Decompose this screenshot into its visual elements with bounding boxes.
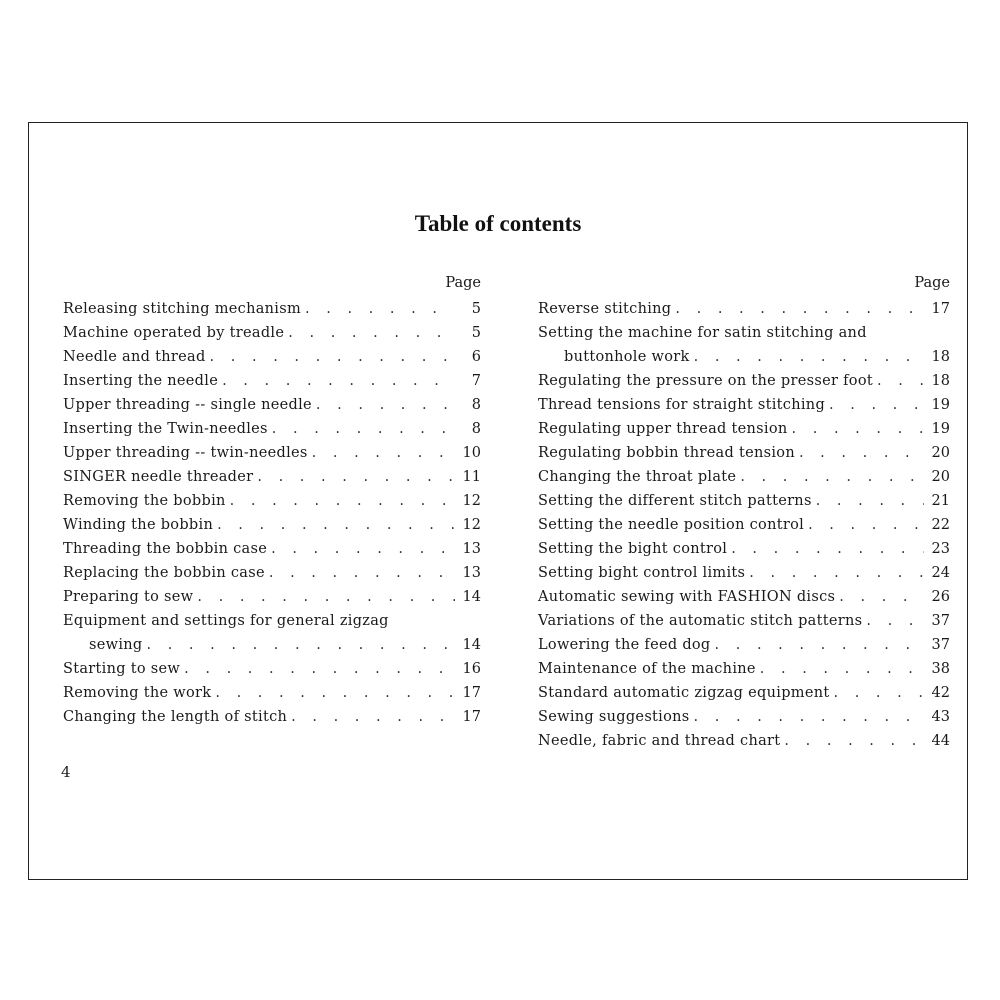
toc-entry	[63, 465, 481, 489]
toc-entry	[63, 513, 481, 537]
toc-entry-label: Setting the different stitch patterns	[538, 493, 812, 509]
toc-entry	[538, 633, 950, 657]
toc-entry	[538, 465, 950, 489]
page-column-header: Page	[914, 275, 950, 291]
toc-entry	[538, 729, 950, 753]
toc-entry	[538, 609, 950, 633]
toc-entry-page: 20	[931, 469, 950, 485]
toc-entry-label: Upper threading -- twin-needles	[63, 445, 308, 461]
toc-entry	[63, 441, 481, 465]
dot-leader	[862, 609, 924, 633]
toc-entry-label: Replacing the bobbin case	[63, 565, 265, 581]
toc-entry-page: 19	[931, 421, 950, 437]
toc-entry	[63, 417, 481, 441]
dot-leader	[143, 633, 456, 657]
toc-entry-page: 17	[462, 685, 481, 701]
toc-entry	[538, 369, 950, 393]
toc-entry-page: 44	[931, 733, 950, 749]
dot-leader	[265, 561, 455, 585]
toc-entry-label: Removing the bobbin	[63, 493, 226, 509]
toc-entry	[538, 489, 950, 513]
toc-entry-label: Winding the bobbin	[63, 517, 214, 533]
dot-leader	[745, 561, 924, 585]
toc-entry	[538, 393, 950, 417]
toc-entry	[538, 345, 950, 369]
dot-leader	[690, 705, 924, 729]
toc-entry	[538, 705, 950, 729]
toc-entry-page: 26	[931, 589, 950, 605]
toc-entry-label: Changing the length of stitch	[63, 709, 288, 725]
toc-entry	[63, 705, 481, 729]
toc-entry	[63, 321, 481, 345]
toc-entry	[63, 609, 481, 633]
toc-entry	[63, 657, 481, 681]
toc-entry-page: 42	[931, 685, 950, 701]
toc-entry-label: Changing the throat plate	[538, 469, 737, 485]
toc-entry-label: Setting the bight control	[538, 541, 728, 557]
toc-entry-label: Lowering the feed dog	[538, 637, 711, 653]
dot-leader	[727, 537, 924, 561]
toc-entry	[63, 297, 481, 321]
dot-leader	[218, 369, 455, 393]
dot-leader	[284, 321, 455, 345]
toc-entry-page: 21	[931, 493, 950, 509]
dot-leader	[180, 657, 455, 681]
toc-entry-label: buttonhole work	[564, 349, 690, 365]
dot-leader	[211, 681, 455, 705]
toc-entry-label: Setting the needle position control	[538, 517, 805, 533]
page-number: 4	[61, 763, 71, 781]
toc-entry-label: Sewing suggestions	[538, 709, 690, 725]
dot-leader	[788, 417, 924, 441]
dot-leader	[268, 417, 455, 441]
toc-entry	[63, 489, 481, 513]
toc-entry-page: 10	[462, 445, 481, 461]
toc-entry	[63, 585, 481, 609]
toc-entry-label: Inserting the Twin-needles	[63, 421, 268, 437]
toc-entry-page: 6	[471, 349, 481, 365]
dot-leader	[253, 465, 455, 489]
toc-entry-label: Regulating bobbin thread tension	[538, 445, 795, 461]
dot-leader	[213, 513, 455, 537]
toc-entry-label: Thread tensions for straight stitching	[538, 397, 826, 413]
toc-entry-page: 12	[462, 517, 481, 533]
dot-leader	[835, 585, 924, 609]
dot-leader	[812, 489, 924, 513]
toc-entry-label: sewing	[89, 637, 143, 653]
toc-entry-page: 11	[462, 469, 481, 485]
toc-entry	[63, 681, 481, 705]
toc-entry-page: 20	[931, 445, 950, 461]
toc-entry-label: Inserting the needle	[63, 373, 219, 389]
toc-entry-page: 19	[931, 397, 950, 413]
toc-entry-label: Setting bight control limits	[538, 565, 746, 581]
toc-entry-label: Maintenance of the machine	[538, 661, 756, 677]
toc-entry-page: 5	[471, 301, 481, 317]
dot-leader	[267, 537, 455, 561]
toc-entry-label: Releasing stitching mechanism	[63, 301, 302, 317]
dot-leader	[308, 441, 455, 465]
toc-entry	[538, 585, 950, 609]
toc-entry-page: 7	[471, 373, 481, 389]
toc-entry-page: 12	[462, 493, 481, 509]
toc-entry-page: 23	[931, 541, 950, 557]
toc-entry	[63, 369, 481, 393]
toc-entry-page: 8	[471, 397, 481, 413]
dot-leader	[829, 681, 924, 705]
toc-entry	[538, 657, 950, 681]
toc-entry-page: 22	[931, 517, 950, 533]
page-frame	[28, 122, 968, 880]
toc-entry-label: Removing the work	[63, 685, 212, 701]
dot-leader	[873, 369, 924, 393]
toc-right-column	[538, 273, 950, 753]
toc-entry-label: Upper threading -- single needle	[63, 397, 312, 413]
toc-entry-label: Regulating upper thread tension	[538, 421, 788, 437]
toc-entry-page: 43	[931, 709, 950, 725]
toc-entry-page: 37	[931, 637, 950, 653]
toc-entry-label: Regulating the pressure on the presser foot	[538, 373, 873, 389]
toc-left-column	[63, 273, 481, 729]
page-title: Table of contents	[414, 211, 582, 236]
toc-entry-label: Preparing to sew	[63, 589, 194, 605]
toc-entry	[63, 393, 481, 417]
dot-leader	[301, 297, 455, 321]
toc-entry	[63, 537, 481, 561]
toc-entry	[63, 561, 481, 585]
dot-leader	[756, 657, 924, 681]
toc-entry-label: Standard automatic zigzag equipment	[538, 685, 830, 701]
toc-entry-label: Variations of the automatic stitch patterns	[538, 613, 863, 629]
toc-entry-label: Reverse stitching	[538, 301, 672, 317]
toc-entry-page: 14	[462, 589, 481, 605]
dot-leader	[804, 513, 924, 537]
dot-leader	[671, 297, 924, 321]
toc-entry-page: 14	[462, 637, 481, 653]
toc-entry	[538, 441, 950, 465]
dot-leader	[206, 345, 455, 369]
toc-entry-page: 18	[931, 349, 950, 365]
toc-entry-page: 38	[931, 661, 950, 677]
toc-entry	[538, 321, 950, 345]
toc-entry-page: 24	[931, 565, 950, 581]
dot-leader	[312, 393, 455, 417]
dot-leader	[193, 585, 455, 609]
toc-entry	[538, 297, 950, 321]
toc-entry-label: Setting the machine for satin stitching and	[538, 325, 867, 341]
toc-entry-page: 18	[931, 373, 950, 389]
toc-entry-page: 5	[471, 325, 481, 341]
toc-entry	[538, 561, 950, 585]
toc-entry-page: 13	[462, 541, 481, 557]
toc-entry	[538, 681, 950, 705]
toc-entry-label: Needle and thread	[63, 349, 206, 365]
dot-leader	[736, 465, 924, 489]
page-column-header: Page	[445, 275, 481, 291]
toc-entry-page: 8	[471, 421, 481, 437]
toc-entry-label: Starting to sew	[63, 661, 181, 677]
toc-entry	[63, 633, 481, 657]
toc-entry-page: 16	[462, 661, 481, 677]
toc-entry-page: 17	[462, 709, 481, 725]
dot-leader	[780, 729, 924, 753]
toc-entry-label: Threading the bobbin case	[63, 541, 268, 557]
dot-leader	[287, 705, 455, 729]
dot-leader	[690, 345, 924, 369]
toc-entry-page: 17	[931, 301, 950, 317]
toc-entry-label: Equipment and settings for general zigzag	[63, 613, 389, 629]
toc-entry	[63, 345, 481, 369]
dot-leader	[226, 489, 455, 513]
toc-entry	[538, 537, 950, 561]
toc-entry	[538, 513, 950, 537]
toc-entry-label: Needle, fabric and thread chart	[538, 733, 781, 749]
toc-entry-label: Machine operated by treadle	[63, 325, 285, 341]
toc-entry-page: 13	[462, 565, 481, 581]
dot-leader	[825, 393, 924, 417]
dot-leader	[795, 441, 924, 465]
toc-entry-label: SINGER needle threader	[63, 469, 254, 485]
toc-entry-page: 37	[931, 613, 950, 629]
toc-entry	[538, 417, 950, 441]
dot-leader	[711, 633, 924, 657]
toc-entry-label: Automatic sewing with FASHION discs	[538, 589, 836, 605]
